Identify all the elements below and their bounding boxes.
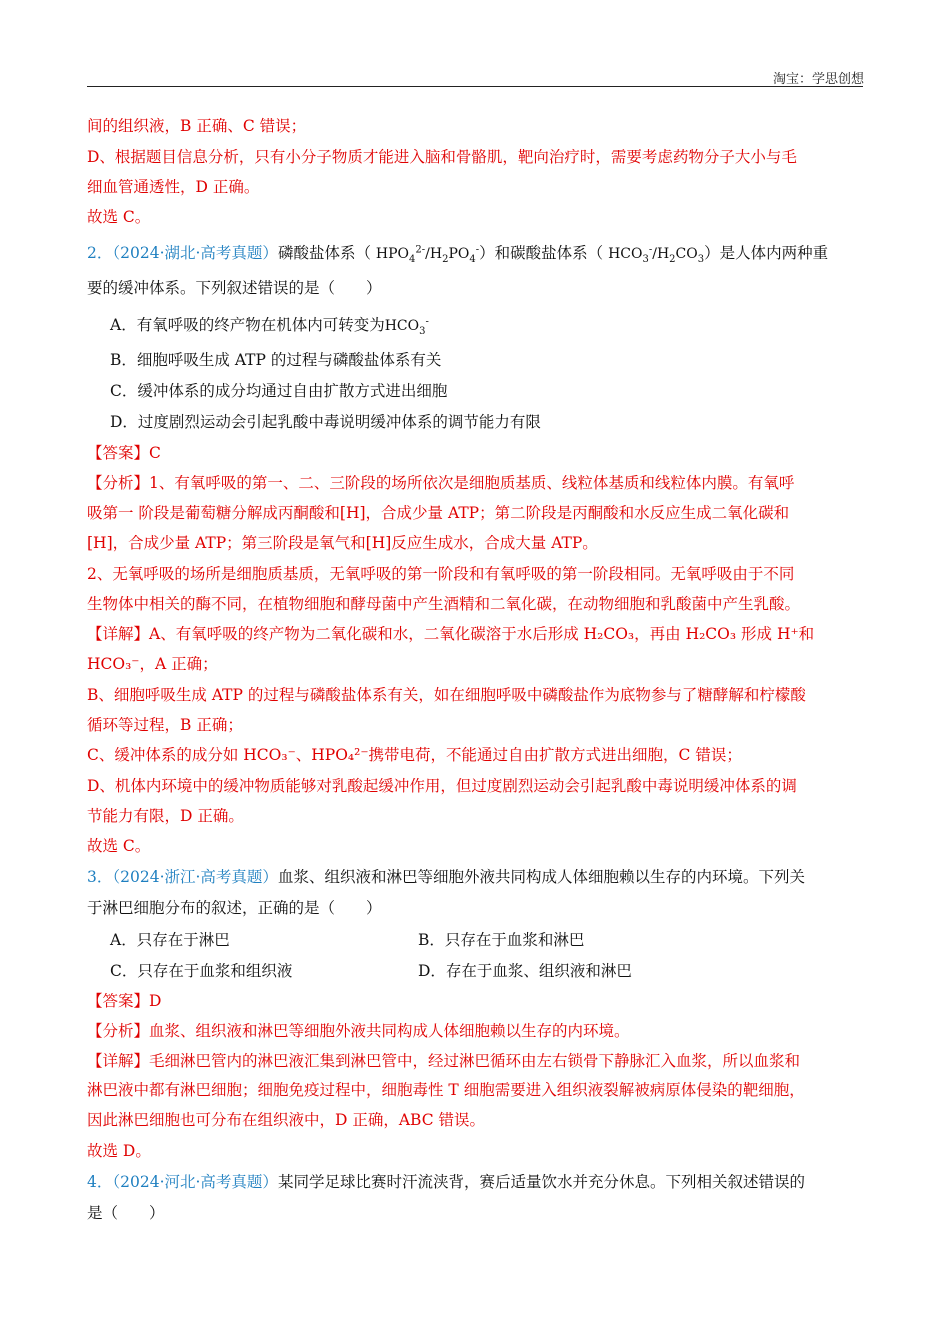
question-3-stem-cont: 于淋巴细胞分布的叙述，正确的是（ ） <box>87 899 382 917</box>
source-tag: （2024·湖北·高考真题） <box>112 244 278 262</box>
text-line: D、机体内环境中的缓冲物质能够对乳酸起缓冲作用，但过度剧烈运动会引起乳酸中毒说明缓冲体系的调 <box>87 777 797 795</box>
header-rule <box>87 86 863 87</box>
text-line: 2、无氧呼吸的场所是细胞质基质，无氧呼吸的第一阶段和有氧呼吸的第一阶段相同。无氧呼吸由于不同 <box>87 565 795 583</box>
text-line: 故选 C。 <box>87 208 151 226</box>
text-line: 节能力有限，D 正确。 <box>87 807 244 825</box>
text-line: 淋巴液中都有淋巴细胞；细胞免疫过程中，细胞毒性 T 细胞需要进入组织液裂解被病原体侵染的靶细胞， <box>87 1081 805 1099</box>
answer: 【答案】D <box>87 992 162 1010</box>
text-line: 故选 D。 <box>87 1142 151 1160</box>
text-line: 故选 C。 <box>87 837 151 855</box>
option-b: B．只存在于血浆和淋巴 <box>418 931 585 949</box>
option-c: C．只存在于血浆和组织液 <box>110 962 293 980</box>
text-line: 循环等过程，B 正确； <box>87 716 243 734</box>
question-4-stem: 4．（2024·河北·高考真题）某同学足球比赛时汗流浃背，赛后适量饮水并充分休息。下列相关叙述错误的 <box>87 1173 805 1191</box>
text-line: HCO₃⁻，A 正确； <box>87 655 218 673</box>
text-line: 细血管通透性，D 正确。 <box>87 178 260 196</box>
question-number: 2． <box>87 244 113 262</box>
option-a: A．只存在于淋巴 <box>110 931 230 949</box>
question-3-stem: 3．（2024·浙江·高考真题）血浆、组织液和淋巴等细胞外液共同构成人体细胞赖以生存的内环境。下列关 <box>87 868 805 886</box>
option-d: D．存在于血浆、组织液和淋巴 <box>418 962 632 980</box>
text-line: [H]，合成少量 ATP；第三阶段是氧气和[H]反应生成水，合成大量 ATP。 <box>87 534 598 552</box>
detail: 【详解】A、有氧呼吸的终产物为二氧化碳和水，二氧化碳溶于水后形成 H₂CO₃，再由 H₂CO₃ 形成 H⁺和 <box>87 625 815 643</box>
text-line: B、细胞呼吸生成 ATP 的过程与磷酸盐体系有关，如在细胞呼吸中磷酸盐作为底物参与了糖酵解和柠檬酸 <box>87 686 806 704</box>
option-c: C．缓冲体系的成分均通过自由扩散方式进出细胞 <box>110 382 448 400</box>
text-line: 因此淋巴细胞也可分布在组织液中，D 正确，ABC 错误。 <box>87 1111 486 1129</box>
text-line: 间的组织液，B 正确、C 错误； <box>87 117 307 135</box>
option-d: D．过度剧烈运动会引起乳酸中毒说明缓冲体系的调节能力有限 <box>110 413 541 431</box>
carbonate-formula: $HCO_3^-/H_2CO_3$ <box>608 244 705 265</box>
question-4-stem-cont: 是（ ） <box>87 1204 165 1222</box>
question-number: 3． <box>87 868 113 886</box>
text-line: D、根据题目信息分析，只有小分子物质才能进入脑和骨骼肌，靶向治疗时，需要考虑药物分子大小与毛 <box>87 148 797 166</box>
text-line: 吸第一 阶段是葡萄糖分解成丙酮酸和[H]，合成少量 ATP；第二阶段是丙酮酸和水反应生成二氧化碳和 <box>87 504 790 522</box>
question-2-stem-cont: 要的缓冲体系。下列叙述错误的是（ ） <box>87 279 382 297</box>
analysis: 【分析】血浆、组织液和淋巴等细胞外液共同构成人体细胞赖以生存的内环境。 <box>87 1022 630 1040</box>
source-tag: （2024·浙江·高考真题） <box>112 868 278 886</box>
detail: 【详解】毛细淋巴管内的淋巴液汇集到淋巴管中，经过淋巴循环由左右锁骨下静脉汇入血浆，所以血浆和 <box>87 1052 801 1070</box>
phosphate-formula: $HPO_4^{2-}/H_2PO_4^-$ <box>375 244 480 265</box>
header-source: 淘宝：学思创想 <box>772 72 864 87</box>
question-number: 4． <box>87 1173 113 1191</box>
bicarbonate-formula: $HCO_3^-$ <box>384 316 429 337</box>
source-tag: （2024·河北·高考真题） <box>112 1173 278 1191</box>
text-line: 生物体中相关的酶不同，在植物细胞和酵母菌中产生酒精和二氧化碳，在动物细胞和乳酸菌中产生乳酸。 <box>87 595 801 613</box>
question-2-stem: 2．（2024·湖北·高考真题）磷酸盐体系（ $HPO_4^{2-}/H_2PO_4^-$）和碳酸盐体系（ $HCO_3^-/H_2CO_3$）是人体内两种重 <box>87 244 829 265</box>
analysis: 【分析】1、有氧呼吸的第一、二、三阶段的场所依次是细胞质基质、线粒体基质和线粒体内膜。有氧呼 <box>87 474 795 492</box>
answer: 【答案】C <box>87 444 161 462</box>
option-a: A．有氧呼吸的终产物在机体内可转变为$HCO_3^-$ <box>110 316 429 337</box>
option-b: B．细胞呼吸生成 ATP 的过程与磷酸盐体系有关 <box>110 351 442 369</box>
text-line: C、缓冲体系的成分如 HCO₃⁻、HPO₄²⁻携带电荷，不能通过自由扩散方式进出细胞，C 错误； <box>87 746 742 764</box>
